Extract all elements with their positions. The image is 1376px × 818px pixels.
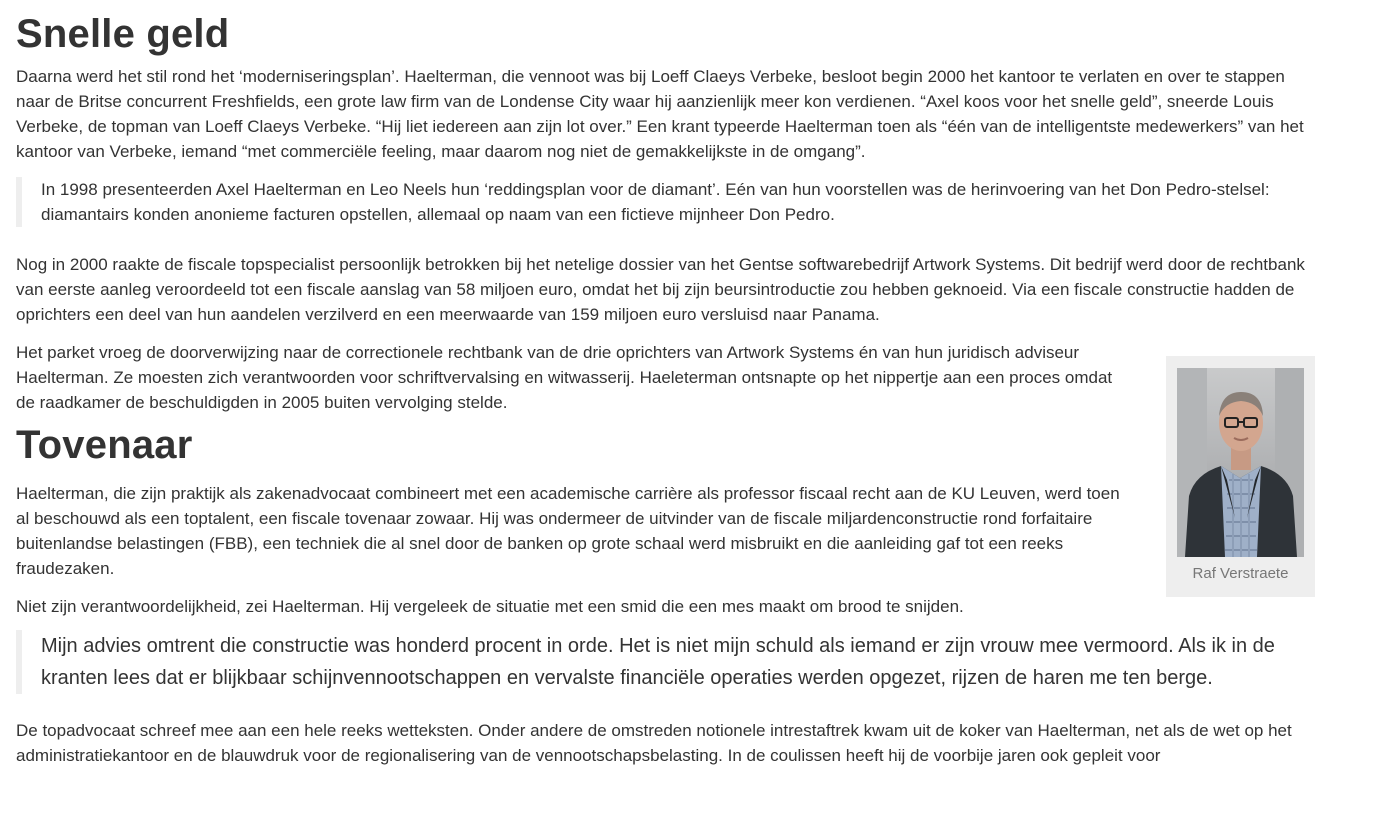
section-heading-snelle-geld: Snelle geld (16, 12, 230, 56)
author-figure (1166, 356, 1315, 597)
quote-text: Mijn advies omtrent die constructie was honderd procent in orde. Het is niet mijn schuld als iemand er zijn vrouw mee vermoord. Als ik in de kranten lees dat er blijkbaar schijnvennootschappen en vervalste financiële operaties werden opgezet, rijzen de haren me ten berge. (41, 635, 1275, 689)
author-photo (1177, 368, 1304, 557)
section-heading-tovenaar: Tovenaar (16, 423, 193, 467)
photo-caption: Raf Verstraete (1192, 565, 1289, 582)
paragraph: Nog in 2000 raakte de fiscale topspecialist persoonlijk betrokken bij het netelige dossier van het Gentse softwarebedrijf Artwork Systems. Dit bedrijf werd door de rechtbank van eerste aanleg veroordeeld tot een fiscale aanslag van 58 miljoen euro, omdat het bij zijn beursintroductie zou hebben geknoeid. Via een fiscale constructie hadden de oprichters een deel van hun aandelen verzilverd en een meerwaarde van 159 miljoen euro versluisd naar Panama. (16, 255, 1305, 324)
article-body (16, 0, 1316, 768)
paragraph: Het parket vroeg de doorverwijzing naar de correctionele rechtbank van de drie oprichters van Artwork Systems én van hun juridisch adviseur Haelterman. Ze moesten zich verantwoorden voor schriftvervalsing en witwasserij. Haeleterman ontsnapte op het nippertje aan een proces omdat de raadkamer de beschuldigden in 2005 buiten vervolging stelde. (16, 343, 1113, 412)
blockquote (16, 177, 1286, 227)
blockquote (16, 630, 1311, 694)
quote-text: In 1998 presenteerden Axel Haelterman en Leo Neels hun ‘reddingsplan voor de diamant’. Eén van hun voorstellen was de herinvoering van het Don Pedro-stelsel: diamantairs konden anonieme facturen opstellen, allemaal op naam van een fictieve mijnheer Don Pedro. (41, 180, 1270, 224)
paragraph: Niet zijn verantwoordelijkheid, zei Haelterman. Hij vergeleek de situatie met een smid die een mes maakt om brood te snijden. (16, 597, 964, 616)
paragraph: De topadvocaat schreef mee aan een hele reeks wetteksten. Onder andere de omstreden notionele intrestaftrek kwam uit de koker van Haelterman, net als de wet op het administratiekantoor en de blauwdruk voor de regionalisering van de vennootschapsbelasting. In de coulissen heeft hij de voorbije jaren ook gepleit voor (16, 721, 1292, 765)
paragraph: Daarna werd het stil rond het ‘moderniseringsplan’. Haelterman, die vennoot was bij Loeff Claeys Verbeke, besloot begin 2000 het kantoor te verlaten en over te stappen naar de Britse concurrent Freshfields, een grote law firm van de Londense City waar hij aanzienlijk meer kon verdienen. “Axel koos voor het snelle geld”, sneerde Louis Verbeke, de topman van Loeff Claeys Verbeke. “Hij liet iedereen aan zijn lot over.” Een krant typeerde Haelterman toen als “één van de intelligentste medewerkers” van het kantoor van Verbeke, iemand “met commerciële feeling, maar daarom nog niet de gemakkelijkste in de omgang”. (16, 67, 1304, 161)
paragraph: Haelterman, die zijn praktijk als zakenadvocaat combineert met een academische carrière als professor fiscaal recht aan de KU Leuven, werd toen al beschouwd als een toptalent, een fiscale tovenaar zowaar. Hij was ondermeer de uitvinder van de fiscale miljardenconstructie rond forfaitaire buitenlandse belastingen (FBB), een techniek die al snel door de banken op grote schaal werd misbruikt en die aanleiding gaf tot een reeks fraudezaken. (16, 484, 1120, 578)
